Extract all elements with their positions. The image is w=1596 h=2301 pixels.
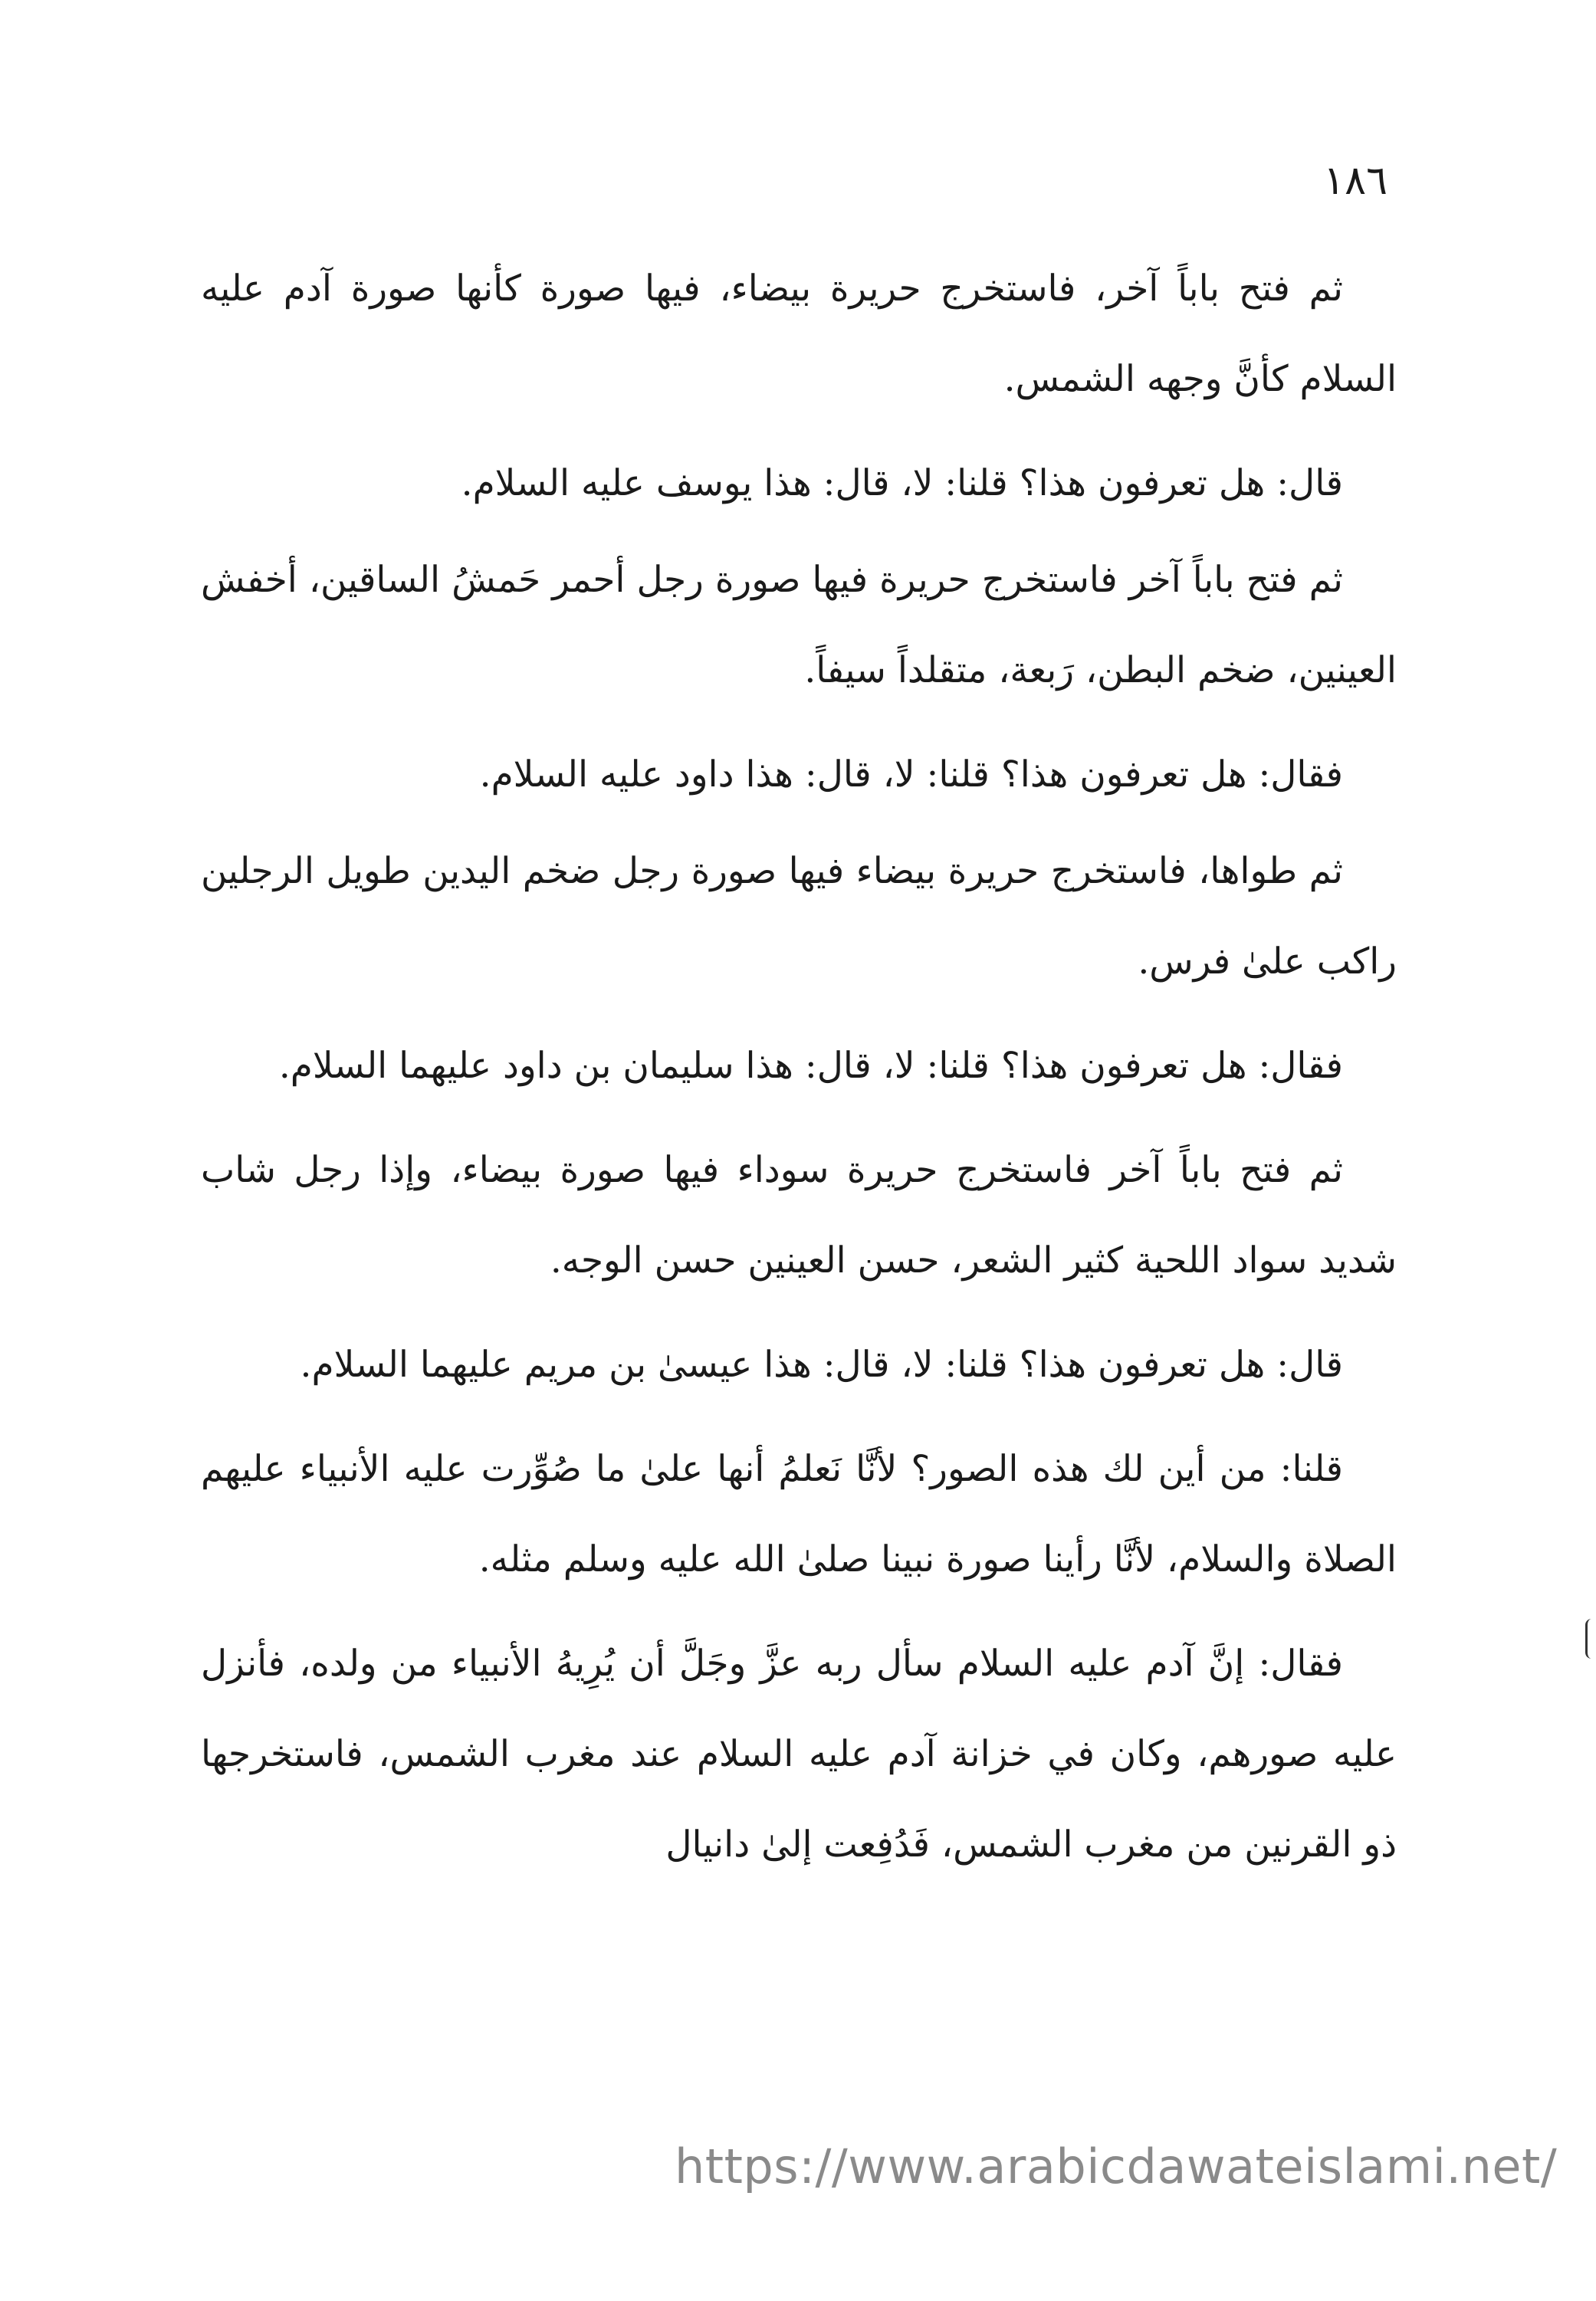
paragraph: قلنا: من أين لك هذه الصور؟ لأنَّا نَعلمُ أنها علىٰ ما صُوِّرت عليه الأنبياء عليهم الصلاة والسلام، لأنَّا رأينا صورة نبينا صلىٰ الله عليه وسلم مثله.	[201, 1448, 1397, 1581]
paragraph: ثم فتح باباً آخر فاستخرج حريرة سوداء فيها صورة بيضاء، وإذا رجل شاب شديد سواد اللحية كثير الشعر، حسن العينين حسن الوجه.	[201, 1149, 1397, 1282]
page-number: ١٨٦	[1323, 158, 1387, 204]
paragraph: فقال: هل تعرفون هذا؟ قلنا: لا، قال: هذا سليمان بن داود عليهما السلام.	[278, 1045, 1343, 1087]
paragraph: ثم فتح باباً آخر، فاستخرج حريرة بيضاء، فيها صورة كأنها صورة آدم عليه السلام كأنَّ وجهه الشمس.	[201, 268, 1397, 400]
page-body	[201, 244, 1397, 1904]
paragraph: ثم طواها، فاستخرج حريرة بيضاء فيها صورة رجل ضخم اليدين طويل الرجلين راكب علىٰ فرس.	[201, 850, 1397, 983]
paragraph: فقال: هل تعرفون هذا؟ قلنا: لا، قال: هذا داود عليه السلام.	[479, 753, 1343, 796]
paragraph: قال: هل تعرفون هذا؟ قلنا: لا، قال: هذا عيسىٰ بن مريم عليهما السلام.	[300, 1344, 1343, 1386]
paragraph: قال: هل تعرفون هذا؟ قلنا: لا، قال: هذا يوسف عليه السلام.	[461, 462, 1343, 504]
paragraph: فقال: إنَّ آدم عليه السلام سأل ربه عزَّ وجَلَّ أن يُرِيهُ الأنبياء من ولده، فأنزل عليه صورهم، وكان في خزانة آدم عليه السلام عند مغرب الشمس، فاستخرجها ذو القرنين من مغرب الشمس، فَدُفِعت إلىٰ دانيال	[201, 1643, 1397, 1866]
margin-mark	[1585, 1619, 1592, 1659]
source-url: https://www.arabicdawateislami.net/	[675, 2139, 1558, 2194]
paragraph: ثم فتح باباً آخر فاستخرج حريرة فيها صورة رجل أحمر حَمشُ الساقين، أخفش العينين، ضخم البطن، رَبعة، متقلداً سيفاً.	[201, 559, 1397, 691]
